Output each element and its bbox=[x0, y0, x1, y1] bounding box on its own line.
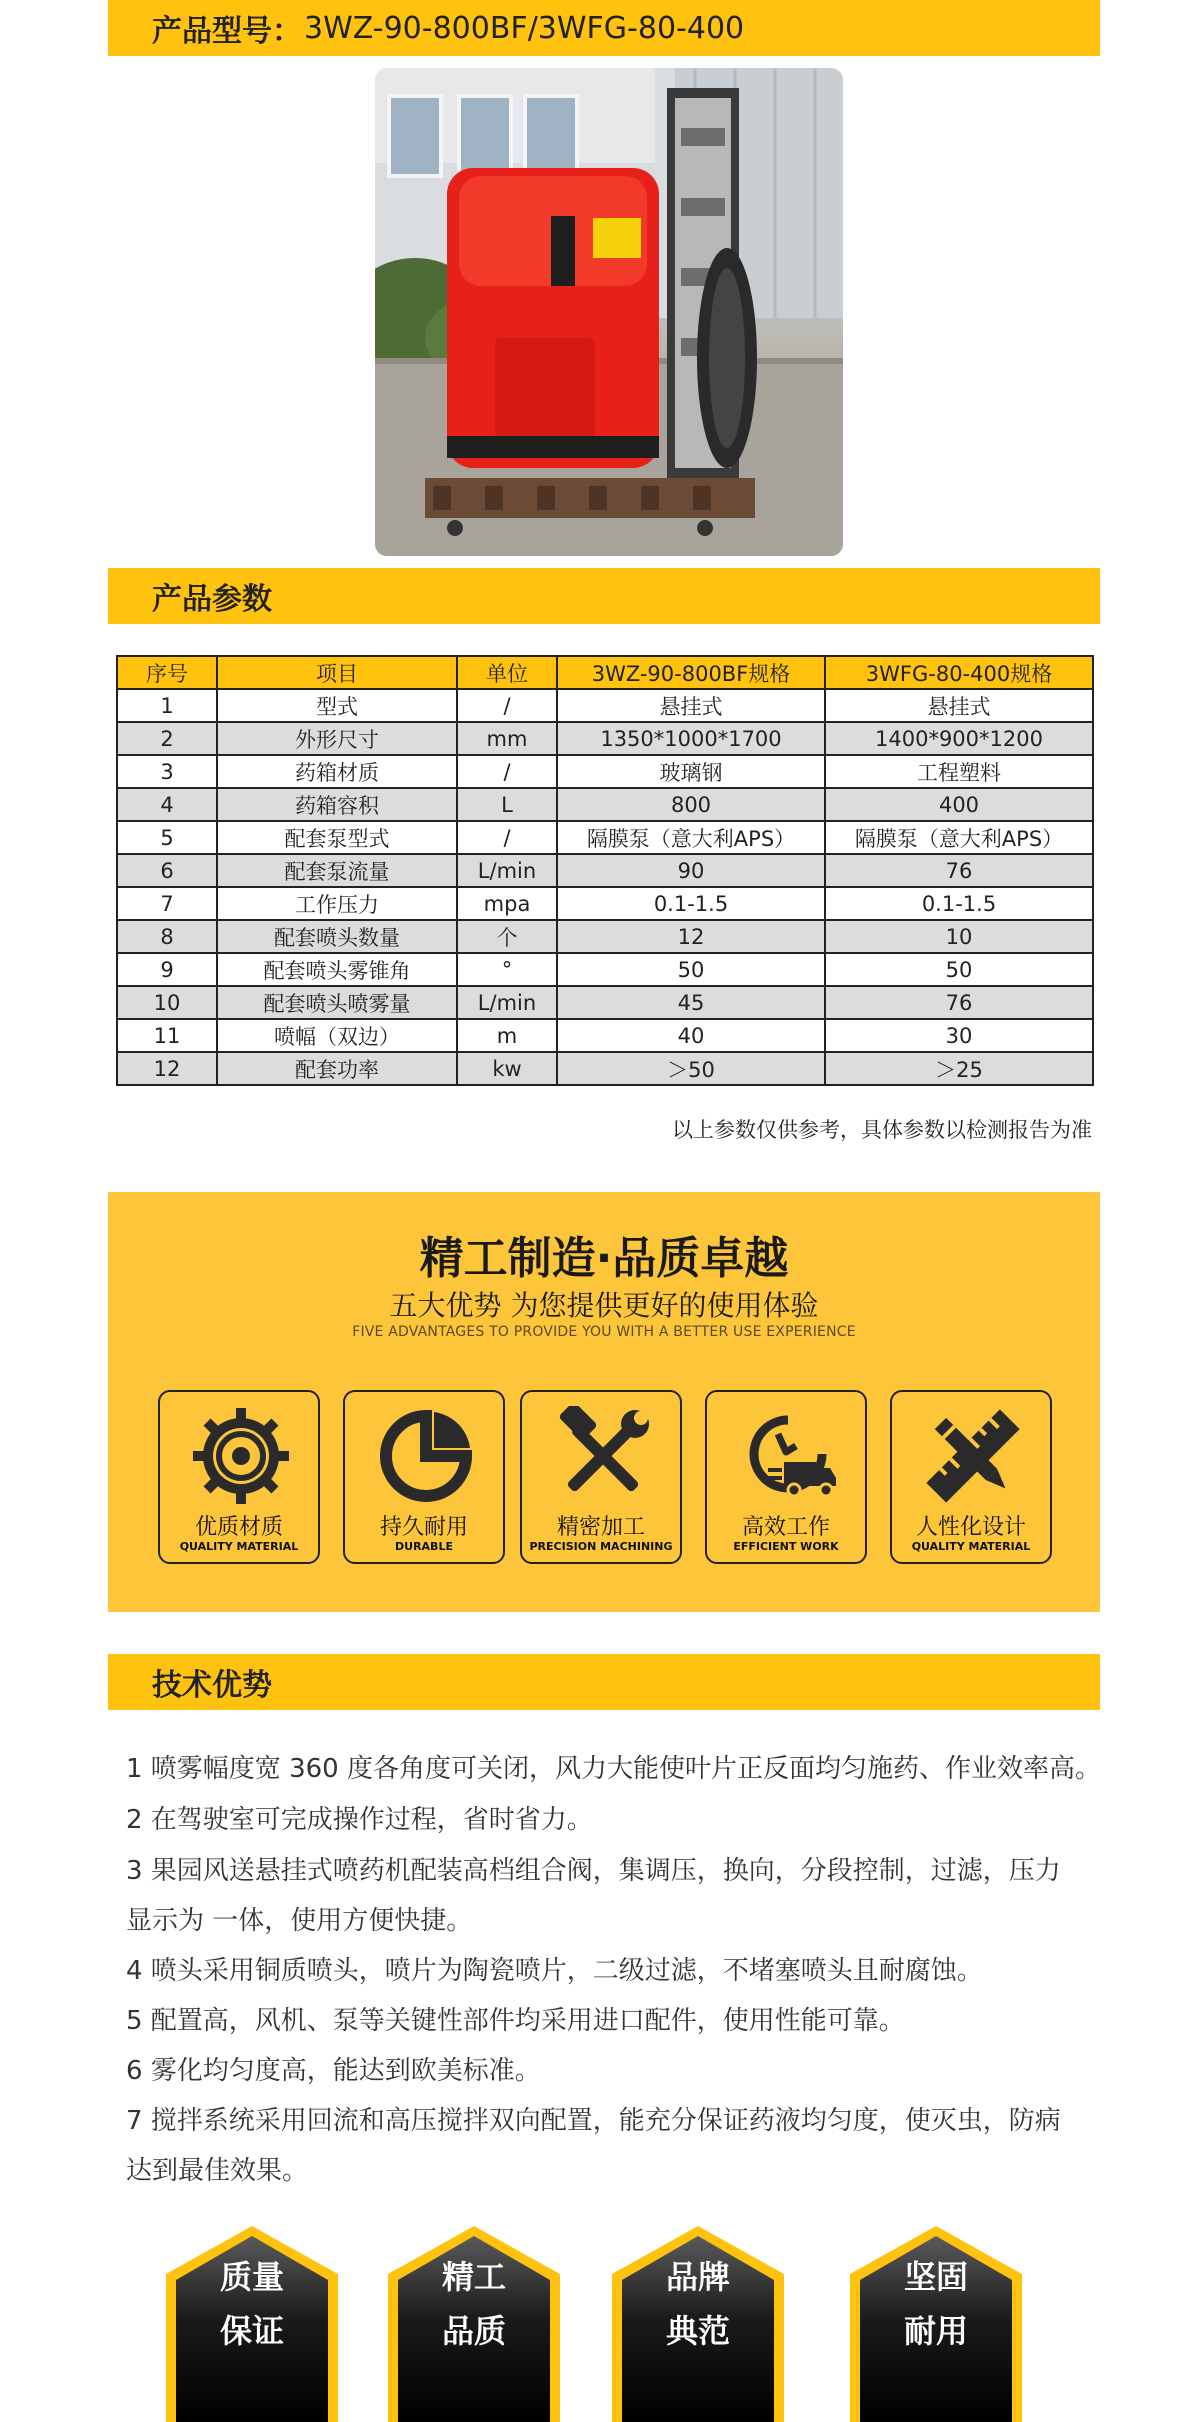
cell-spec-a: ＞50 bbox=[557, 1052, 825, 1085]
cell-item: 药箱容积 bbox=[217, 788, 457, 821]
badge-line1: 质量 bbox=[219, 2258, 284, 2296]
product-params-label: 产品参数 bbox=[152, 582, 272, 617]
cell-spec-b: ＞25 bbox=[825, 1052, 1093, 1085]
badge-quality bbox=[162, 2222, 342, 2422]
tech-line: 显示为 一体，使用方便快捷。 bbox=[126, 1906, 473, 1936]
tech-line: 2 在驾驶室可完成操作过程，省时省力。 bbox=[126, 1805, 593, 1835]
cell-spec-b: 76 bbox=[825, 854, 1093, 887]
cell-index: 4 bbox=[117, 788, 217, 821]
tech-line: 6 雾化均匀度高，能达到欧美标准。 bbox=[126, 2056, 541, 2086]
pie-chart-icon bbox=[376, 1406, 476, 1506]
clock-truck-icon bbox=[738, 1406, 838, 1506]
advantages-title: 精工制造·品质卓越 bbox=[419, 1233, 789, 1284]
card-label-en: QUALITY MATERIAL bbox=[911, 1540, 1031, 1553]
advantage-card-precision bbox=[520, 1390, 682, 1564]
cell-unit: L/min bbox=[457, 854, 557, 887]
cell-item: 配套功率 bbox=[217, 1052, 457, 1085]
card-label: 人性化设计 bbox=[915, 1515, 1026, 1540]
cell-spec-a: 50 bbox=[557, 953, 825, 986]
cell-index: 5 bbox=[117, 821, 217, 854]
table-note: 以上参数仅供参考，具体参数以检测报告为准 bbox=[672, 1118, 1092, 1142]
header-spec-a: 3WZ-90-800BF规格 bbox=[557, 656, 825, 689]
tech-line: 达到最佳效果。 bbox=[126, 2156, 309, 2186]
cell-spec-b: 10 bbox=[825, 920, 1093, 953]
table-row bbox=[117, 788, 1093, 821]
cell-spec-a: 800 bbox=[557, 788, 825, 821]
tech-line: 3 果园风送悬挂式喷药机配装高档组合阀，集调压，换向，分段控制，过滤，压力 bbox=[126, 1856, 1061, 1886]
cell-spec-b: 400 bbox=[825, 788, 1093, 821]
header-spec-b: 3WFG-80-400规格 bbox=[825, 656, 1093, 689]
advantages-subtitle-en: FIVE ADVANTAGES TO PROVIDE YOU WITH A BETTER USE EXPERIENCE bbox=[352, 1324, 856, 1340]
cell-unit: / bbox=[457, 755, 557, 788]
tech-line: 7 搅拌系统采用回流和高压搅拌双向配置，能充分保证药液均匀度，使灭虫，防病 bbox=[126, 2106, 1061, 2136]
product-model-value: 3WZ-90-800BF/3WFG-80-400 bbox=[304, 10, 745, 46]
param-table bbox=[116, 655, 1094, 1086]
sprayer-illustration bbox=[375, 68, 843, 556]
cell-index: 11 bbox=[117, 1019, 217, 1052]
cell-unit: 个 bbox=[457, 920, 557, 953]
product-params-bar bbox=[108, 568, 1100, 624]
cell-spec-a: 40 bbox=[557, 1019, 825, 1052]
table-row bbox=[117, 887, 1093, 920]
cell-unit: L bbox=[457, 788, 557, 821]
cell-item: 配套喷头喷雾量 bbox=[217, 986, 457, 1019]
cell-index: 1 bbox=[117, 689, 217, 722]
cell-index: 8 bbox=[117, 920, 217, 953]
advantages-panel bbox=[108, 1192, 1100, 1612]
cell-spec-a: 玻璃钢 bbox=[557, 755, 825, 788]
tech-advantages-bar bbox=[108, 1654, 1100, 1710]
badge-line2: 品质 bbox=[441, 2312, 506, 2350]
cell-spec-a: 90 bbox=[557, 854, 825, 887]
table-row bbox=[117, 953, 1093, 986]
ruler-pencil-icon bbox=[923, 1406, 1023, 1506]
advantage-card-durable bbox=[343, 1390, 505, 1564]
cell-spec-b: 76 bbox=[825, 986, 1093, 1019]
cell-spec-b: 工程塑料 bbox=[825, 755, 1093, 788]
header-index: 序号 bbox=[117, 656, 217, 689]
cell-spec-b: 50 bbox=[825, 953, 1093, 986]
badge-line2: 耐用 bbox=[903, 2312, 968, 2350]
cell-spec-b: 悬挂式 bbox=[825, 689, 1093, 722]
cell-spec-a: 1350*1000*1700 bbox=[557, 722, 825, 755]
badge-sturdy bbox=[846, 2222, 1026, 2422]
table-row bbox=[117, 1052, 1093, 1085]
cell-spec-a: 12 bbox=[557, 920, 825, 953]
advantage-card-design bbox=[890, 1390, 1052, 1564]
cell-item: 配套喷头雾锥角 bbox=[217, 953, 457, 986]
header-unit: 单位 bbox=[457, 656, 557, 689]
cell-unit: m bbox=[457, 1019, 557, 1052]
card-label-en: QUALITY MATERIAL bbox=[179, 1540, 299, 1553]
tools-icon bbox=[553, 1406, 653, 1506]
badge-craft bbox=[384, 2222, 564, 2422]
badge-line1: 品牌 bbox=[665, 2258, 730, 2296]
cell-item: 工作压力 bbox=[217, 887, 457, 920]
cell-unit: / bbox=[457, 689, 557, 722]
header-item: 项目 bbox=[217, 656, 457, 689]
badge-line1: 坚固 bbox=[903, 2258, 968, 2296]
cell-spec-b: 1400*900*1200 bbox=[825, 722, 1093, 755]
cell-spec-b: 30 bbox=[825, 1019, 1093, 1052]
cell-item: 型式 bbox=[217, 689, 457, 722]
table-row bbox=[117, 1019, 1093, 1052]
cell-index: 9 bbox=[117, 953, 217, 986]
table-row bbox=[117, 689, 1093, 722]
cell-index: 12 bbox=[117, 1052, 217, 1085]
cell-spec-b: 0.1-1.5 bbox=[825, 887, 1093, 920]
card-label: 持久耐用 bbox=[379, 1515, 468, 1540]
cell-unit: L/min bbox=[457, 986, 557, 1019]
product-model-label: 产品型号： bbox=[152, 14, 302, 49]
cell-spec-a: 隔膜泵（意大利APS） bbox=[557, 821, 825, 854]
table-row bbox=[117, 722, 1093, 755]
card-label-en: EFFICIENT WORK bbox=[733, 1540, 839, 1553]
badge-line2: 保证 bbox=[219, 2312, 284, 2350]
cell-spec-a: 45 bbox=[557, 986, 825, 1019]
cell-unit: mpa bbox=[457, 887, 557, 920]
cell-index: 3 bbox=[117, 755, 217, 788]
product-model-bar bbox=[108, 0, 1100, 56]
product-photo bbox=[375, 68, 843, 556]
tech-line: 1 喷雾幅度宽 360 度各角度可关闭，风力大能使叶片正反面均匀施药、作业效率高。 bbox=[126, 1754, 1101, 1784]
table-header-row bbox=[117, 656, 1093, 689]
cell-unit: kw bbox=[457, 1052, 557, 1085]
table-row bbox=[117, 986, 1093, 1019]
card-label: 精密加工 bbox=[556, 1515, 645, 1540]
card-label: 高效工作 bbox=[741, 1515, 830, 1540]
gear-icon bbox=[191, 1406, 291, 1506]
cell-item: 配套泵流量 bbox=[217, 854, 457, 887]
badge-line2: 典范 bbox=[665, 2312, 730, 2350]
card-label-en: DURABLE bbox=[395, 1540, 453, 1553]
table-row bbox=[117, 854, 1093, 887]
cell-unit: / bbox=[457, 821, 557, 854]
table-row bbox=[117, 821, 1093, 854]
card-label-en: PRECISION MACHINING bbox=[529, 1540, 673, 1553]
advantages-subtitle: 五大优势 为您提供更好的使用体验 bbox=[389, 1289, 819, 1322]
cell-item: 外形尺寸 bbox=[217, 722, 457, 755]
cell-spec-b: 隔膜泵（意大利APS） bbox=[825, 821, 1093, 854]
table-row bbox=[117, 920, 1093, 953]
cell-spec-a: 悬挂式 bbox=[557, 689, 825, 722]
cell-index: 6 bbox=[117, 854, 217, 887]
cell-unit: ° bbox=[457, 953, 557, 986]
cell-index: 7 bbox=[117, 887, 217, 920]
cell-index: 2 bbox=[117, 722, 217, 755]
tech-line: 5 配置高，风机、泵等关键性部件均采用进口配件，使用性能可靠。 bbox=[126, 2006, 905, 2036]
cell-item: 喷幅（双边） bbox=[217, 1019, 457, 1052]
card-label: 优质材质 bbox=[194, 1515, 283, 1540]
cell-index: 10 bbox=[117, 986, 217, 1019]
cell-unit: mm bbox=[457, 722, 557, 755]
advantage-card-efficient bbox=[705, 1390, 867, 1564]
cell-item: 药箱材质 bbox=[217, 755, 457, 788]
advantage-card-quality bbox=[158, 1390, 320, 1564]
table-row bbox=[117, 755, 1093, 788]
cell-item: 配套喷头数量 bbox=[217, 920, 457, 953]
tech-line: 4 喷头采用铜质喷头，喷片为陶瓷喷片，二级过滤，不堵塞喷头且耐腐蚀。 bbox=[126, 1956, 983, 1986]
tech-advantages-label: 技术优势 bbox=[152, 1668, 272, 1703]
cell-item: 配套泵型式 bbox=[217, 821, 457, 854]
badge-brand bbox=[608, 2222, 788, 2422]
cell-spec-a: 0.1-1.5 bbox=[557, 887, 825, 920]
badge-line1: 精工 bbox=[441, 2258, 506, 2296]
